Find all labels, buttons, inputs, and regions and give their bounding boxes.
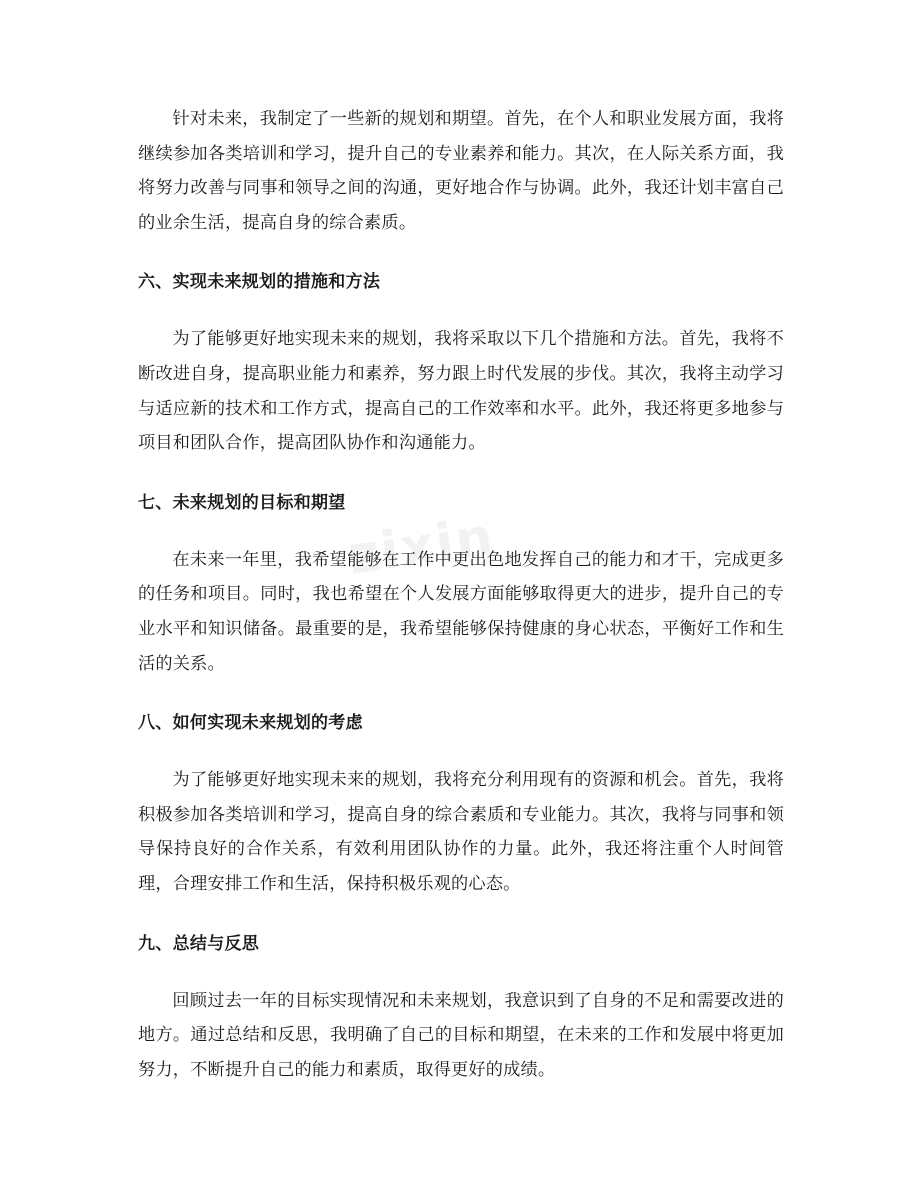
section-heading-6: 六、实现未来规划的措施和方法 <box>138 272 381 293</box>
watermark: zixin <box>344 506 499 587</box>
section-paragraph-7: 在未来一年里，我希望能够在工作中更出色地发挥自己的能力和才干，完成更多的任务和项目。同时，我也希望在个人发展方面能够取得更大的进步，提升自己的专业水平和知识储备。最重要的是，我希望能够保持健康的身心状态，平衡好工作和生活的关系。 <box>138 549 784 674</box>
section-heading-7: 七、未来规划的目标和期望 <box>138 492 346 513</box>
section-heading-9: 九、总结与反思 <box>138 933 260 954</box>
section-paragraph-8: 为了能够更好地实现未来的规划，我将充分利用现有的资源和机会。首先，我将积极参加各类培训和学习，提高自身的综合素质和专业能力。其次，我将与同事和领导保持良好的合作关系，有效利用团队协作的力量。此外，我还将注重个人时间管理，合理安排工作和生活，保持积极乐观的心态。 <box>138 770 784 894</box>
section-paragraph-6: 为了能够更好地实现未来的规划，我将采取以下几个措施和方法。首先，我将不断改进自身，提高职业能力和素养，努力跟上时代发展的步伐。其次，我将主动学习与适应新的技术和工作方式，提高自己的工作效率和水平。此外，我还将更多地参与项目和团队合作，提高团队协作和沟通能力。 <box>138 329 784 454</box>
section-heading-8: 八、如何实现未来规划的考虑 <box>138 713 363 734</box>
document-body <box>138 102 784 1087</box>
intro-paragraph: 针对未来，我制定了一些新的规划和期望。首先，在个人和职业发展方面，我将继续参加各类培训和学习，提升自己的专业素养和能力。其次，在人际关系方面，我将努力改善与同事和领导之间的沟通，更好地合作与协调。此外，我还计划丰富自己的业余生活，提高自身的综合素质。 <box>138 109 784 233</box>
section-paragraph-9: 回顾过去一年的目标实现情况和未来规划，我意识到了自身的不足和需要改进的地方。通过总结和反思，我明确了自己的目标和期望，在未来的工作和发展中将更加努力，不断提升自己的能力和素质，取得更好的成绩。 <box>138 990 784 1080</box>
